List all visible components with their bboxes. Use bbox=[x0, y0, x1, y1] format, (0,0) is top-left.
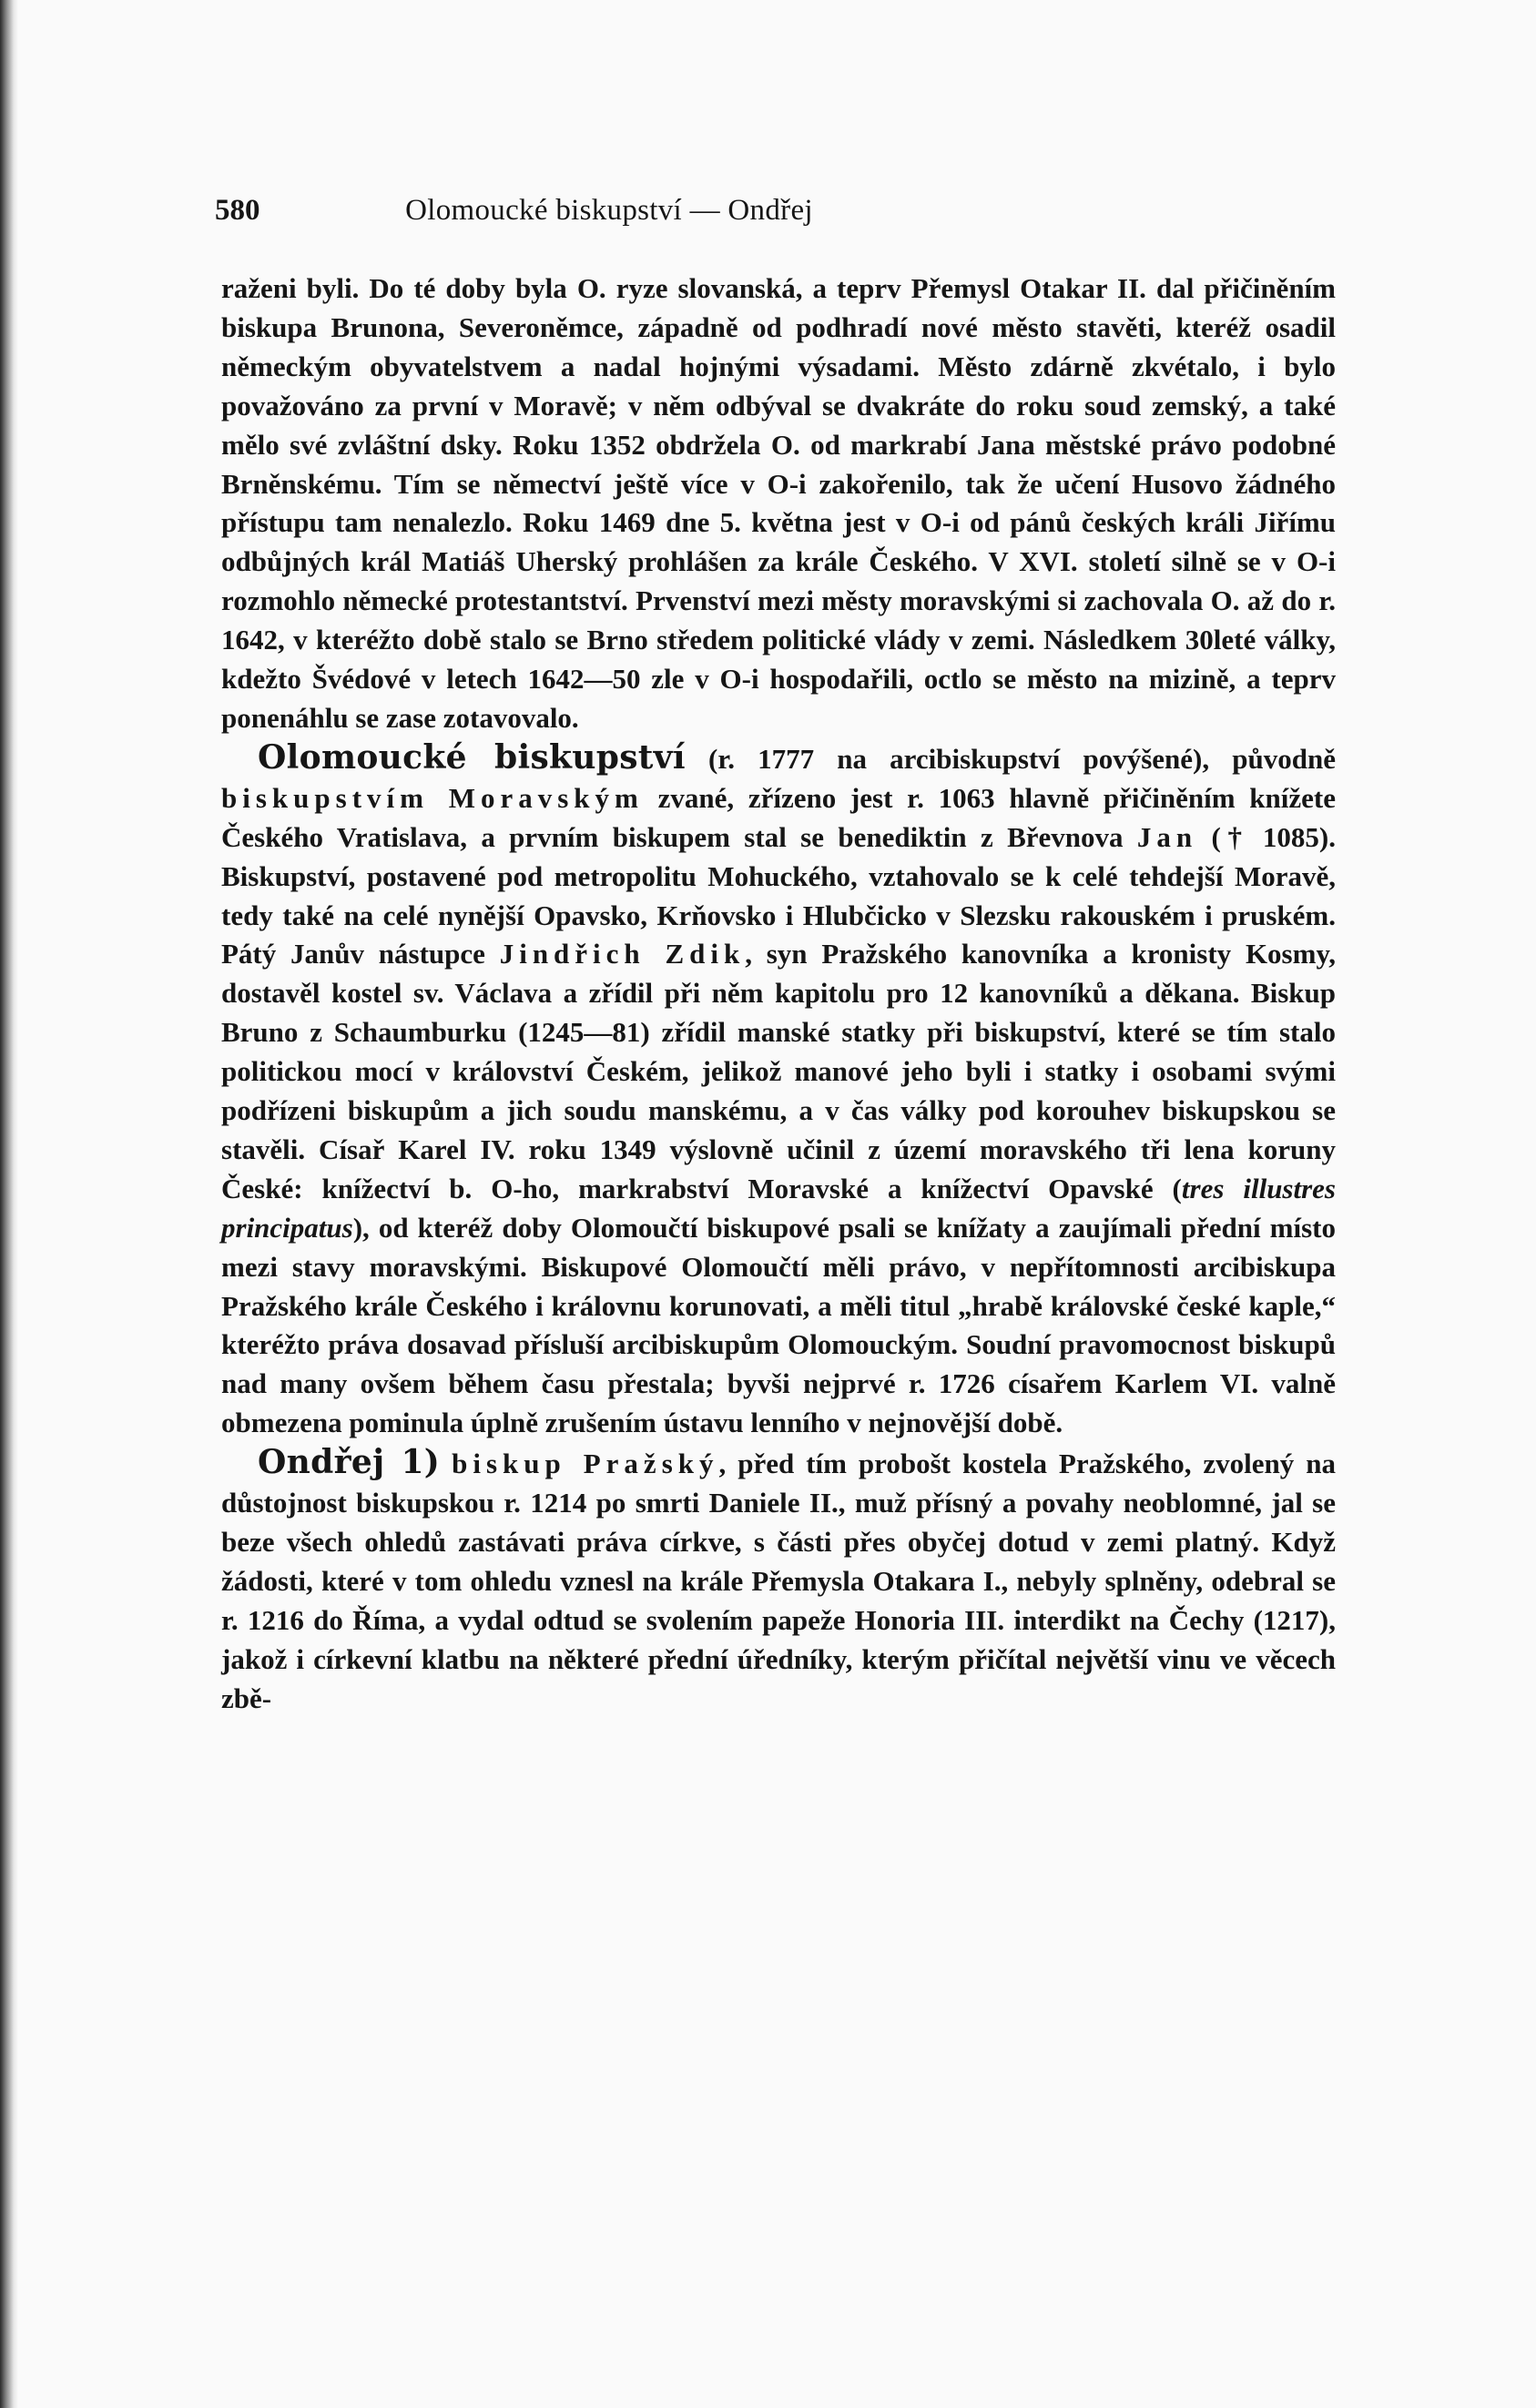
entry-ondrej bbox=[221, 1443, 1336, 1718]
entry-text: ), od kteréž doby Olomoučtí biskupové psali se knížaty a zaujímali přední místo mezi stavy moravskými. Biskupové Olomoučtí měli právo, v nepřítomnosti arcibiskupa Pražského krále Českého i královnu korunovati, a měli titul „hrabě královské české kaple,“ kteréžto práva dosavad přísluší arcibiskupům Olomouckým. Soudní pravomocnost biskupů nad many ovšem během času přestala; byvši nejprvé r. 1726 císařem Karlem VI. valně obmezena pominula úplně zrušením ústavu lenního v nejnovější době. bbox=[221, 1211, 1336, 1439]
entry-headword: Olomoucké biskupství bbox=[258, 737, 686, 777]
spaced-term: biskupstvím Moravským bbox=[221, 781, 644, 814]
spaced-term: biskup Pražský bbox=[452, 1448, 719, 1480]
spaced-term: Jan bbox=[1136, 820, 1198, 853]
latin-phrase: tres illustres principatus bbox=[221, 1172, 1336, 1244]
spaced-term: Jindřich Zdik bbox=[499, 938, 746, 970]
entry-text: zvané, zřízeno jest r. 1063 hlavně přičiněním knížete Českého Vratislava, a prvním biskupem stal se benediktin z Břevnova bbox=[221, 781, 1337, 853]
page-binding-edge bbox=[0, 0, 18, 2408]
running-title: Olomoucké biskupství — Ondřej bbox=[405, 194, 813, 227]
page-number: 580 bbox=[215, 194, 260, 227]
running-header bbox=[215, 188, 1003, 233]
entry-text bbox=[440, 1448, 452, 1479]
entry-text: († 1085). Biskupství, postavené pod metropolitu Mohuckého, vztahovalo se k celé tehdejší Moravě, tedy také na celé nynější Opavsko, Krňovsko i Hlubčicko v Slezsku rakouském i pruském. Pátý Janův nástupce bbox=[221, 820, 1336, 970]
entry-text: (r. 1777 na arcibiskupství povýšené), původně bbox=[685, 742, 1336, 775]
entry-text: , před tím probošt kostela Pražského, zvolený na důstojnost biskupskou r. 1214 po smrti Daniele II., muž přísný a povahy neoblomné, jal se bezе všech ohledů zastávati práva církve, s části přes obyčej dotud v zemi platný. Když žádosti, které v tom ohledu vznesl na krále Přemysla Otakara I., nebyly splněny, odebral se r. 1216 do Říma, a vydal odtud se svolením papeže Honoria III. interdikt na Čechy (1217), jakož i církevní klatbu na některé přední úředníky, kterým přičítal největší vinu ve věcech zbě- bbox=[221, 1448, 1337, 1714]
paragraph-olomouc-history: raženi byli. Do té doby byla O. ryze slovanská, a teprv Přemysl Otakar II. dal přičiněním biskupa Brunona, Severoněmce, západně od podhradí nové město stavěti, kteréž osadil německým obyvatelstvem a nadal hojnými výsadami. Město zdárně zkvétalo, i bylo považováno za první v Moravě; v něm odbýval se dvakráte do roku soud zemský, a také mělo své zvláštní dsky. Roku 1352 obdržela O. od markrabí Jana městské právo podobné Brněnskému. Tím se němectví ještě více v O-i zakořenilo, tak že učení Husovo žádného přístupu tam nenalezlo. Roku 1469 dne 5. května jest v O-i od pánů českých králi Jiřímu odbůjných král Matiáš Uherský prohlášen za krále Českého. V XVI. století silně se v O-i rozmohlo německé protestantství. Prvenství mezi městy moravskými si zachovala O. až do r. 1642, v kteréžto době stalo se Brno středem politické vlády v zemi. Následkem 30leté války, kdežto Švédové v letech 1642—50 zle v O-i hospodařili, octlo se město na mizině, a teprv ponenáhlu se zase zotavovalo. bbox=[221, 272, 1336, 734]
article-body bbox=[221, 269, 1336, 1719]
entry-text: , syn Pražského kanovníka a kronisty Kosmy, dostavěl kostel sv. Václava a zřídil při něm kapitolu pro 12 kanovníků a děkana. Biskup Bruno z Schaumburku (1245—81) zřídil manské statky při biskupství, které se tím stalo politickou mocí v království Českém, jelikož manové jeho byli i statky i osobami svými podřízeni biskupům a jich soudu manskému, a v čas války pod korouhev biskupskou se stavěli. Císař Karel IV. roku 1349 výslovně učinil z území moravského tři lena koruny České: knížectví b. O-ho, markrabství Moravské a knížectví Opavské ( bbox=[221, 938, 1336, 1204]
entry-olomoucke-biskupstvi bbox=[221, 738, 1336, 1443]
entry-headword: Ondřej 1) bbox=[258, 1443, 441, 1482]
